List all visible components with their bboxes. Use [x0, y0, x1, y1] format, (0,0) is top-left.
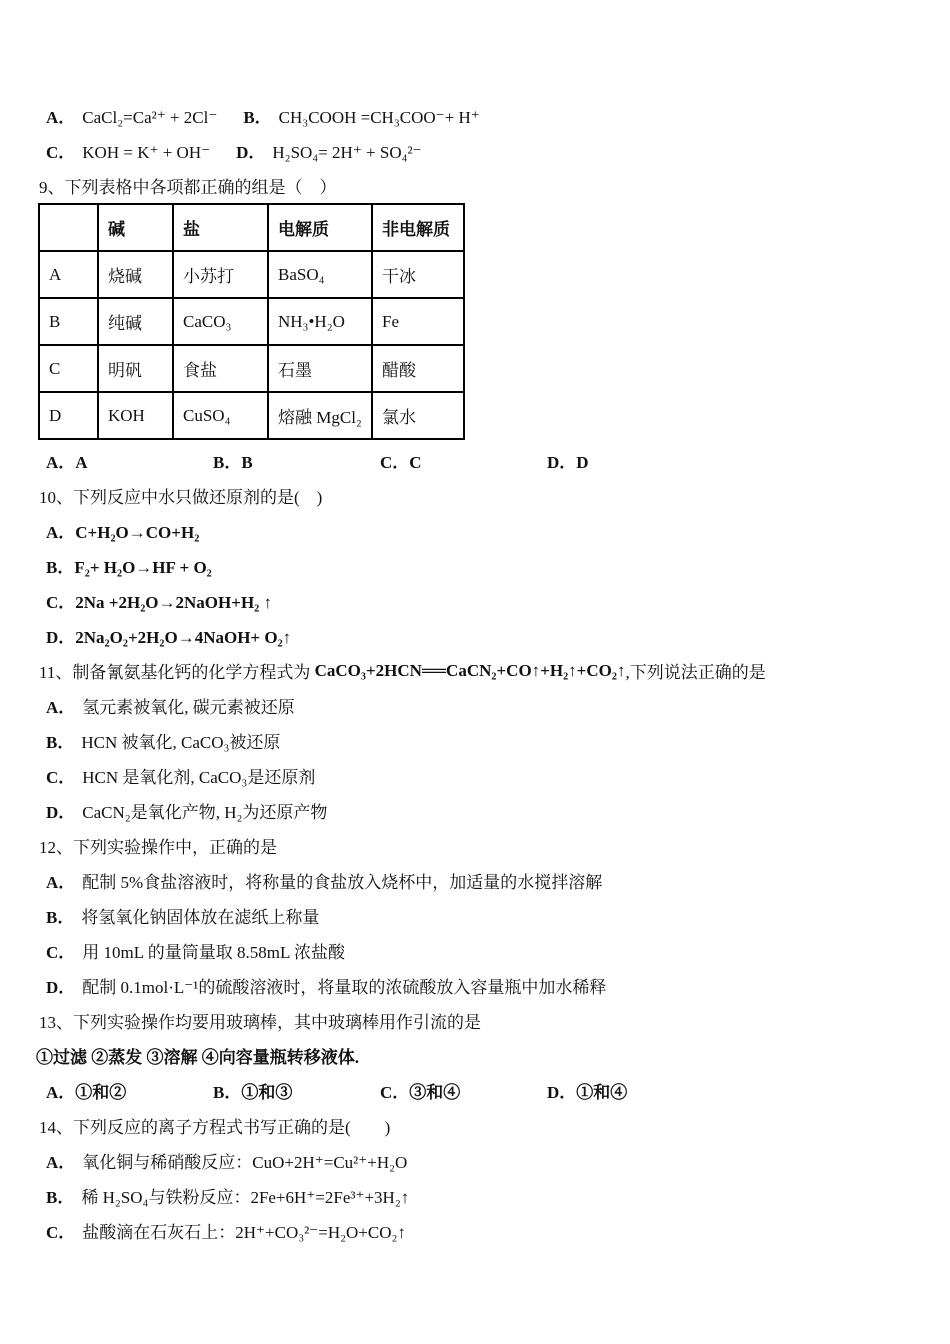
table-cell: D — [39, 392, 98, 439]
q9-option-c: C．C — [380, 452, 422, 472]
q10-option-a-text: A．C+H₂O→CO+H₂ — [46, 523, 200, 542]
q8-option-d-text: H₂SO₄= 2H⁺ + SO₄²⁻ — [272, 143, 422, 162]
q8-option-d — [236, 138, 422, 163]
q9-option-d: D．D — [547, 452, 589, 472]
q13-stem — [39, 1003, 930, 1038]
q14-option-b-label: B． — [46, 1188, 75, 1207]
q9-options-row — [46, 442, 930, 478]
q14-option-b — [46, 1178, 930, 1213]
q14-option-c-label: C． — [46, 1223, 76, 1242]
table-cell: CuSO₄ — [173, 392, 268, 439]
q13-option-c: C．③和④ — [380, 1083, 461, 1102]
q10-option-a — [46, 513, 930, 548]
q9-table-row-c — [39, 345, 464, 392]
q10-stem-text: 10、下列反应中水只做还原剂的是( ) — [39, 488, 323, 507]
q11-stem-pre: 11、制备氰氨基化钙的化学方程式为 — [39, 663, 315, 682]
q9-table-header-row — [39, 204, 464, 251]
q14-option-b-text: 稀 H₂SO₄与铁粉反应：2Fe+6H⁺=2Fe³⁺+3H₂↑ — [81, 1188, 410, 1207]
q10-option-b-text: B．F₂+ H₂O→HF + O₂ — [46, 558, 212, 577]
q9-stem — [39, 168, 930, 203]
table-cell: 氯水 — [372, 392, 464, 439]
q14-stem — [39, 1108, 930, 1143]
table-cell: CaCO₃ — [173, 298, 268, 345]
q12-option-a-text: 配制 5%食盐溶液时，将称量的食盐放入烧杯中，加适量的水搅拌溶解 — [82, 873, 603, 892]
table-cell: 食盐 — [173, 345, 268, 392]
q12-option-d-label: D． — [46, 978, 76, 997]
table-cell: KOH — [98, 392, 173, 439]
q8-option-a-label: A． — [46, 108, 76, 127]
q12-option-c-text: 用 10mL 的量筒量取 8.58mL 浓盐酸 — [82, 943, 345, 962]
q14-option-c — [46, 1213, 930, 1248]
q10-stem — [39, 478, 930, 513]
table-header-cell: 电解质 — [268, 204, 372, 251]
q10-option-d-text: D．2Na₂O₂+2H₂O→4NaOH+ O₂↑ — [46, 628, 292, 647]
table-cell: 纯碱 — [98, 298, 173, 345]
table-cell: NH₃•H₂O — [268, 298, 372, 345]
q11-option-d — [46, 793, 930, 828]
table-cell: 熔融 MgCl₂ — [268, 392, 372, 439]
q12-option-b-text: 将氢氧化钠固体放在滤纸上称量 — [81, 908, 320, 927]
q9-option-b: B．B — [213, 452, 253, 472]
q13-option-d: D．①和④ — [547, 1083, 628, 1102]
q13-items-line — [36, 1038, 930, 1073]
q9-table-row-d — [39, 392, 464, 439]
q12-option-a — [46, 863, 930, 898]
q11-option-c-text: HCN 是氧化剂, CaCO₃是还原剂 — [82, 768, 316, 787]
q13-options-row — [46, 1073, 930, 1108]
q11-option-d-label: D． — [46, 803, 76, 822]
table-cell: BaSO₄ — [268, 251, 372, 298]
q11-option-a — [46, 688, 930, 723]
table-header-cell: 非电解质 — [372, 204, 464, 251]
q11-option-d-text: CaCN₂是氧化产物, H₂为还原产物 — [82, 803, 328, 822]
table-cell: Fe — [372, 298, 464, 345]
q12-option-c-label: C． — [46, 943, 76, 962]
q11-option-b — [46, 723, 930, 758]
q8-option-a-text: CaCl₂=Ca²⁺ + 2Cl⁻ — [82, 108, 218, 127]
q9-table-row-a — [39, 251, 464, 298]
q11-option-b-label: B． — [46, 733, 75, 752]
q10-option-c — [46, 583, 930, 618]
q11-stem-post: ,下列说法正确的是 — [625, 663, 766, 682]
q8-option-c-text: KOH = K⁺ + OH⁻ — [82, 143, 211, 162]
q9-option-a: A．A — [46, 452, 88, 472]
q8-option-b-text: CH₃COOH =CH₃COO⁻+ H⁺ — [278, 108, 480, 127]
table-cell: C — [39, 345, 98, 392]
q14-stem-text: 14、下列反应的离子方程式书写正确的是( ) — [39, 1118, 391, 1137]
q11-option-c-label: C． — [46, 768, 76, 787]
q8-options-line-2 — [46, 133, 930, 168]
q11-option-b-text: HCN 被氧化, CaCO₃被还原 — [81, 733, 281, 752]
q13-option-a: A．①和② — [46, 1083, 127, 1102]
q11-option-c — [46, 758, 930, 793]
table-cell: 明矾 — [98, 345, 173, 392]
q12-option-b — [46, 898, 930, 933]
table-cell: 醋酸 — [372, 345, 464, 392]
q11-option-a-text: 氢元素被氧化, 碳元素被还原 — [82, 698, 295, 717]
q12-option-b-label: B． — [46, 908, 75, 927]
table-cell: 干冰 — [372, 251, 464, 298]
q14-option-a — [46, 1143, 930, 1178]
q8-option-a — [46, 103, 217, 128]
table-header-cell: 碱 — [98, 204, 173, 251]
q10-option-d — [46, 618, 930, 653]
q12-option-d — [46, 968, 930, 1003]
q8-option-b — [243, 103, 479, 128]
q14-option-a-label: A． — [46, 1153, 76, 1172]
table-cell: 小苏打 — [173, 251, 268, 298]
table-header-cell — [39, 204, 98, 251]
q13-items-text: ①过滤 ②蒸发 ③溶解 ④向容量瓶转移液体. — [36, 1048, 359, 1067]
table-cell: 石墨 — [268, 345, 372, 392]
table-cell: 烧碱 — [98, 251, 173, 298]
q9-table — [38, 203, 465, 440]
q8-option-c-label: C． — [46, 143, 76, 162]
q12-stem — [39, 828, 930, 863]
q10-option-b — [46, 548, 930, 583]
q11-stem-equation: CaCO₃+2HCN══CaCN₂+CO↑+H₂↑+CO₂↑ — [314, 660, 626, 680]
table-cell: B — [39, 298, 98, 345]
q14-option-a-text: 氧化铜与稀硝酸反应：CuO+2H⁺=Cu²⁺+H₂O — [82, 1153, 408, 1172]
q12-option-c — [46, 933, 930, 968]
q8-option-c — [46, 138, 210, 163]
q9-stem-text: 9、下列表格中各项都正确的组是（ ） — [39, 178, 337, 197]
q11-option-a-label: A． — [46, 698, 76, 717]
q12-stem-text: 12、下列实验操作中，正确的是 — [39, 838, 277, 857]
q12-option-a-label: A． — [46, 873, 76, 892]
q8-option-d-label: D． — [236, 143, 266, 162]
q8-options-line-1 — [46, 98, 930, 133]
q11-stem — [39, 653, 930, 688]
q10-option-c-text: C．2Na +2H₂O→2NaOH+H₂ ↑ — [46, 593, 273, 612]
table-cell: A — [39, 251, 98, 298]
q8-option-b-label: B． — [243, 108, 272, 127]
q13-stem-text: 13、下列实验操作均要用玻璃棒，其中玻璃棒用作引流的是 — [39, 1013, 481, 1032]
q14-option-c-text: 盐酸滴在石灰石上：2H⁺+CO₃²⁻=H₂O+CO₂↑ — [82, 1223, 406, 1242]
table-header-cell: 盐 — [173, 204, 268, 251]
q13-option-b: B．①和③ — [213, 1083, 293, 1102]
q9-table-row-b — [39, 298, 464, 345]
q12-option-d-text: 配制 0.1mol·L⁻¹的硫酸溶液时，将量取的浓硫酸放入容量瓶中加水稀释 — [82, 978, 607, 997]
